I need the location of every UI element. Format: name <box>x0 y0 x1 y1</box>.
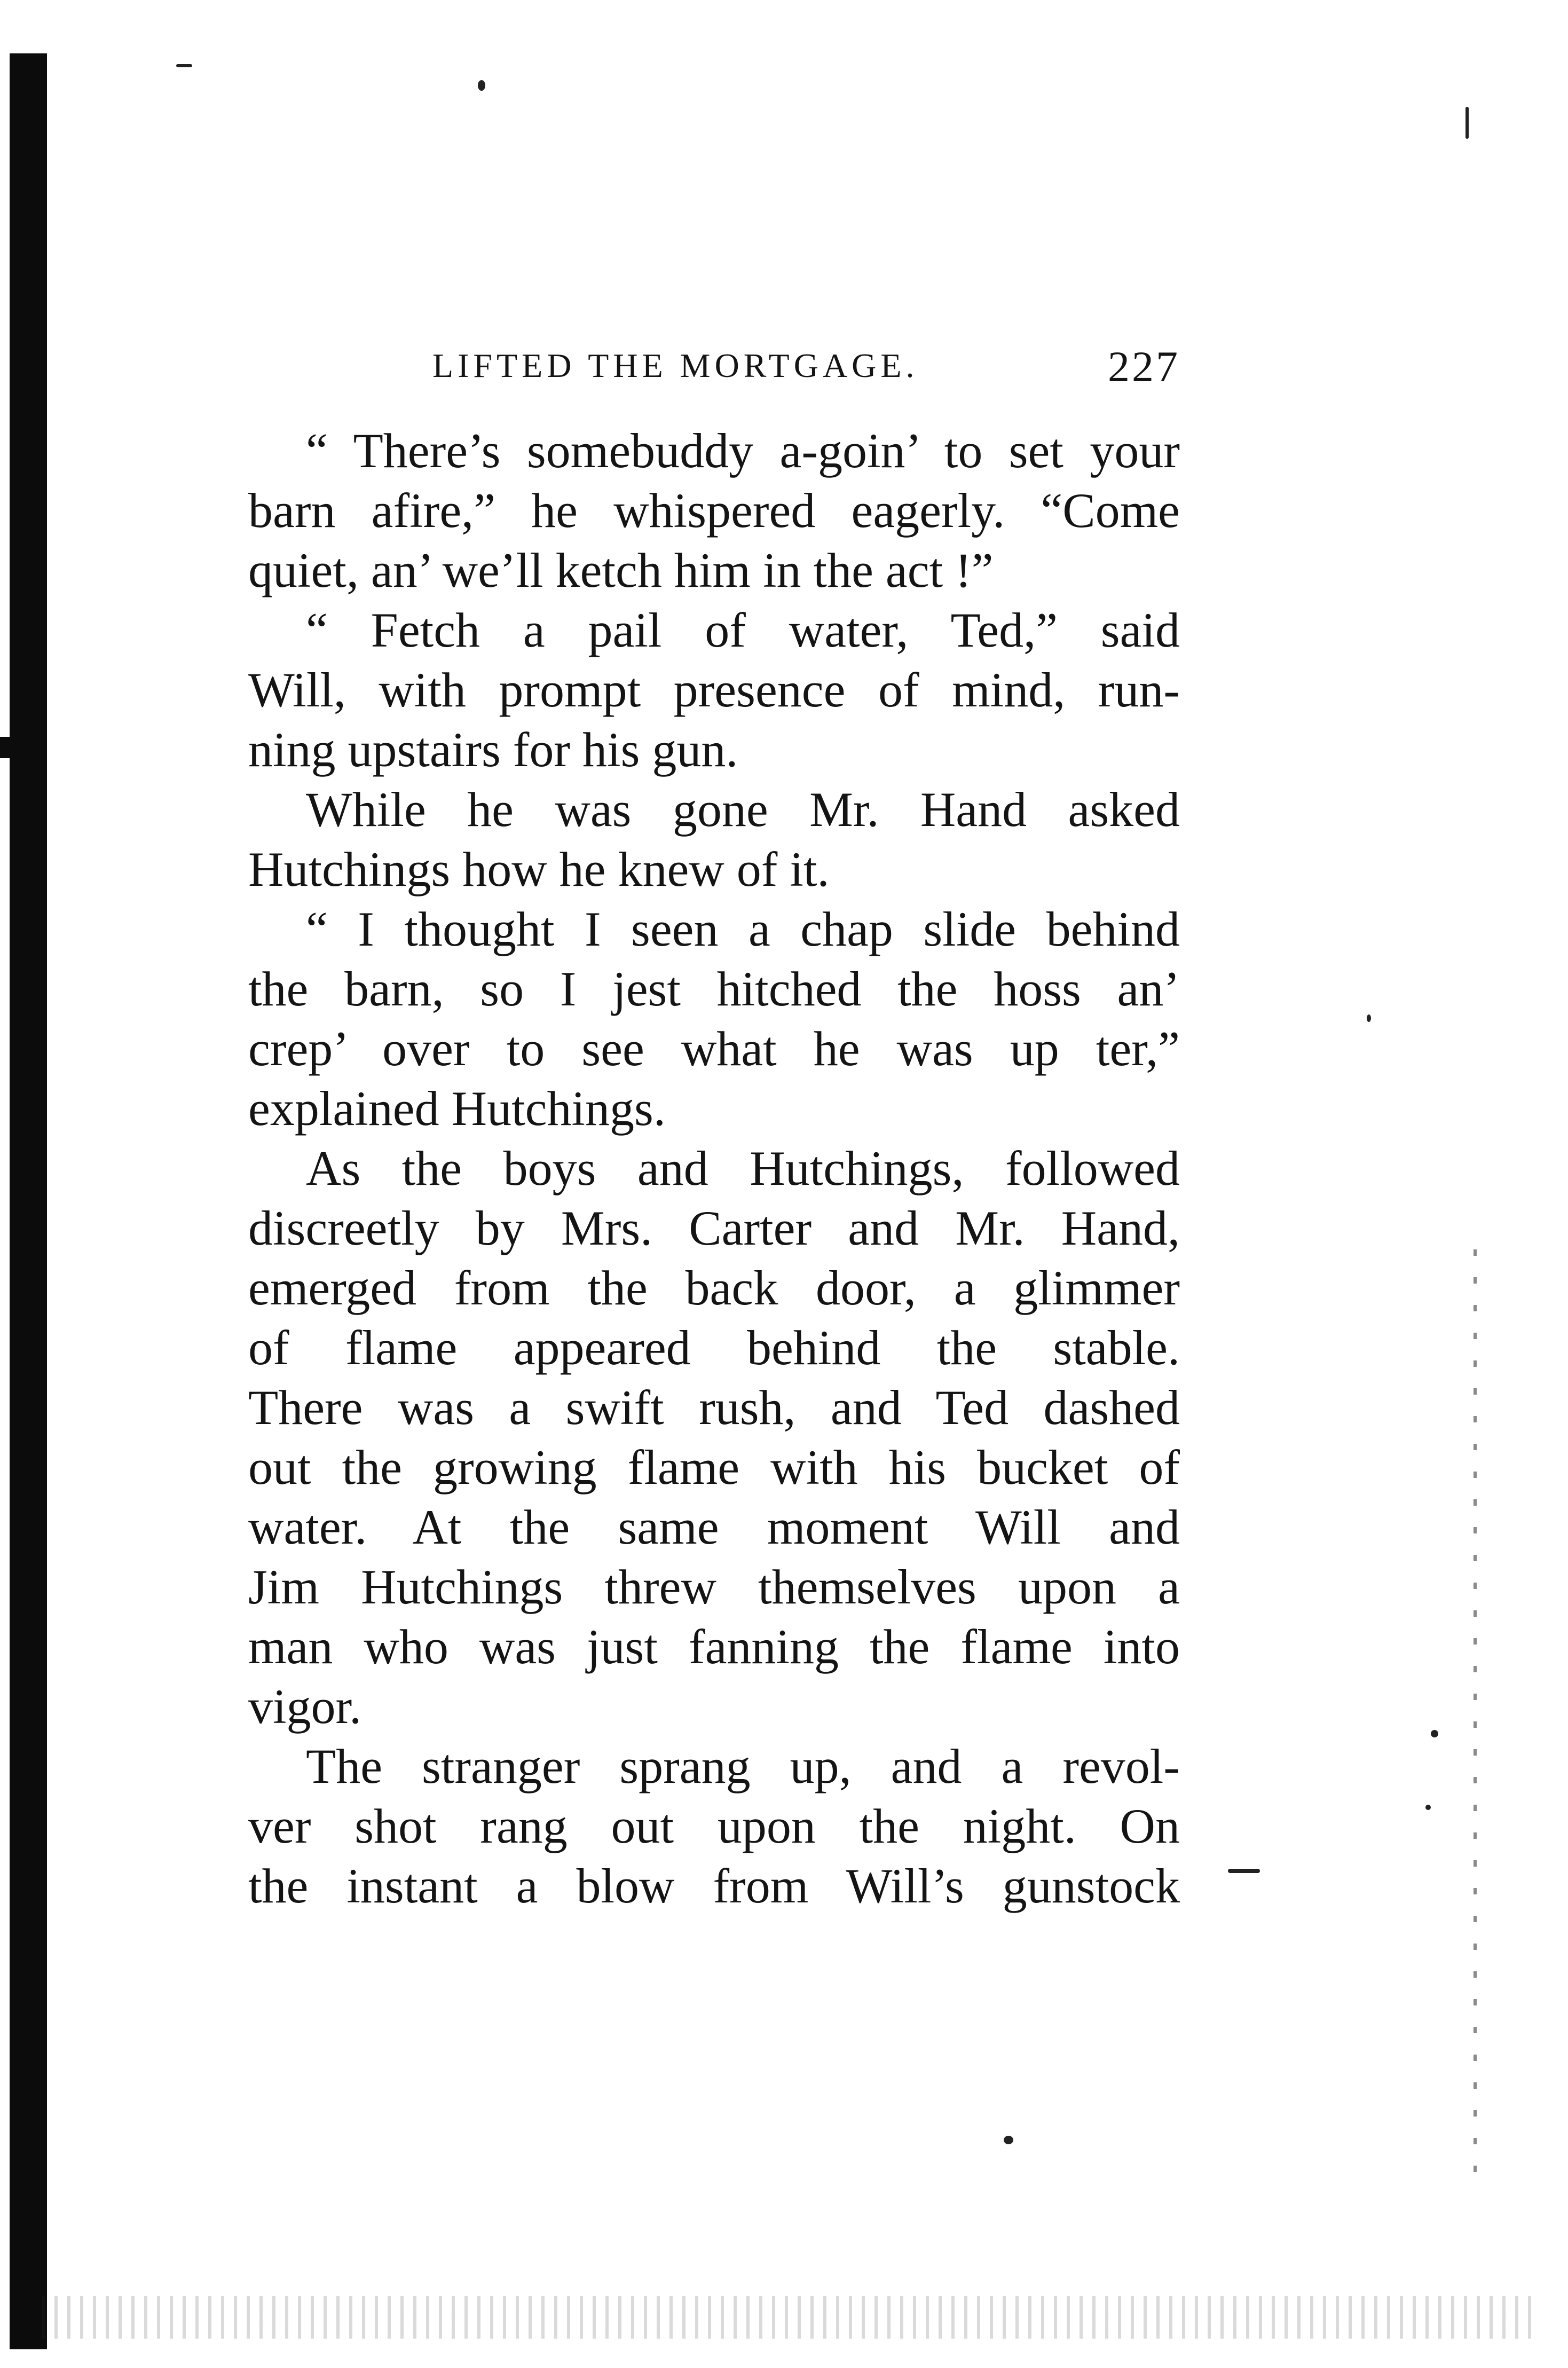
text-line: As the boys and Hutchings, followed <box>306 1141 1180 1195</box>
scan-edge-noise <box>1474 1228 1477 2189</box>
text-line: vigor. <box>248 1679 362 1734</box>
scan-speck <box>1425 1805 1431 1810</box>
text-line: man who was just fanning the flame into <box>248 1619 1180 1674</box>
text-line: explained Hutchings. <box>248 1081 666 1136</box>
text-line: emerged from the back door, a glimmer <box>248 1261 1180 1315</box>
text-line: ning upstairs for his gun. <box>248 722 738 777</box>
text-line: Will, with prompt presence of mind, run- <box>248 663 1180 717</box>
scan-bottom-noise <box>32 2296 1538 2339</box>
text-line: the barn, so I jest hitched the hoss an’ <box>248 962 1180 1016</box>
text-line: “ Fetch a pail of water, Ted,” said <box>306 603 1180 657</box>
text-line: quiet, an’ we’ll ketch him in the act !” <box>248 543 994 597</box>
text-line: of flame appeared behind the stable. <box>248 1320 1180 1375</box>
scan-speck <box>1228 1869 1260 1873</box>
text-line: “ I thought I seen a chap slide behind <box>306 902 1180 956</box>
text-line: “ There’s somebuddy a-goin’ to set your <box>306 423 1180 478</box>
text-line: out the growing flame with his bucket of <box>248 1440 1180 1494</box>
scan-speck <box>176 64 192 67</box>
text-line: There was a swift rush, and Ted dashed <box>248 1380 1180 1435</box>
text-line: barn afire,” he whispered eagerly. “Come <box>248 483 1180 538</box>
scan-speck <box>1004 2136 1013 2144</box>
scan-speck <box>1431 1730 1438 1737</box>
body-text <box>248 421 1180 1916</box>
text-line: the instant a blow from Will’s gunstock <box>248 1859 1180 1913</box>
text-line: The stranger sprang up, and a revol- <box>306 1739 1180 1793</box>
text-line: water. At the same moment Will and <box>248 1500 1180 1554</box>
text-line: discreetly by Mrs. Carter and Mr. Hand, <box>248 1201 1180 1255</box>
running-title: LIFTED THE MORTGAGE. <box>432 347 919 384</box>
scan-speck <box>1367 1014 1371 1022</box>
text-line: Hutchings how he knew of it. <box>248 842 830 896</box>
scan-speck <box>478 80 485 91</box>
page-header <box>248 342 1180 390</box>
text-line: Jim Hutchings threw themselves upon a <box>248 1560 1180 1614</box>
text-line: While he was gone Mr. Hand asked <box>306 782 1180 837</box>
text-line: ver shot rang out upon the night. On <box>248 1799 1180 1853</box>
page-number: 227 <box>1108 342 1180 391</box>
scan-spine-notch <box>0 737 13 758</box>
scan-speck <box>1465 107 1469 139</box>
scan-spine-shadow <box>10 53 47 2349</box>
text-line: crep’ over to see what he was up ter,” <box>248 1021 1180 1076</box>
